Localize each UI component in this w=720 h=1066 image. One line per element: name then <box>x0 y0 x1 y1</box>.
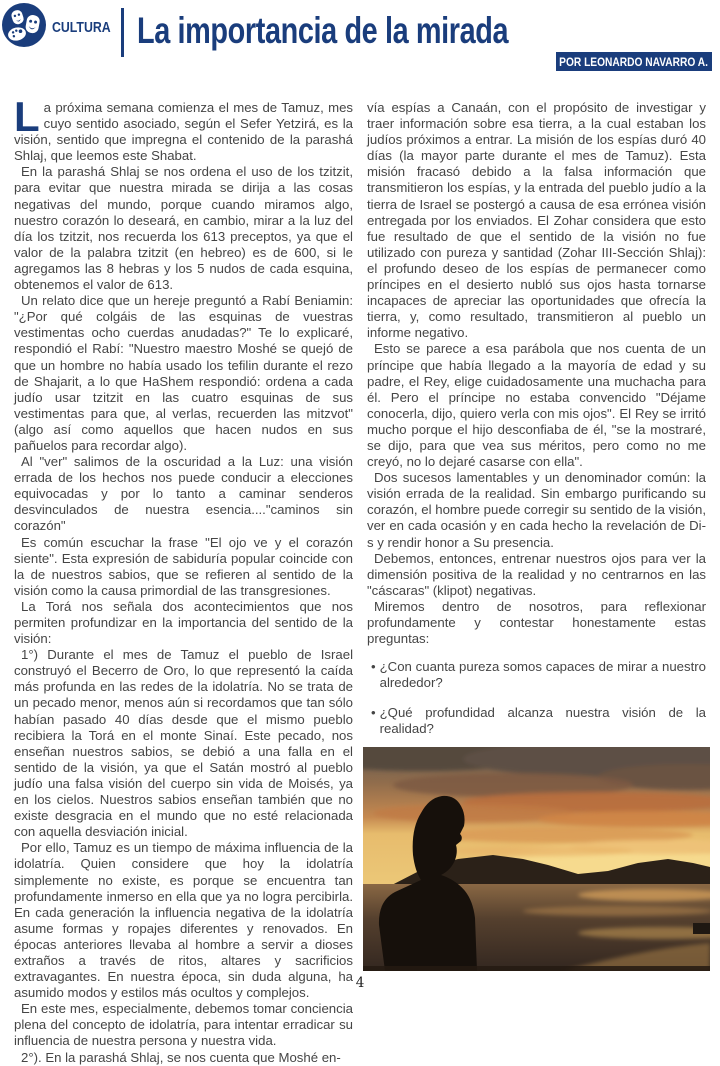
paragraph <box>14 93 353 164</box>
paragraph: Miremos dentro de nosotros, para reflexionar profundamente y contestar honestamente estas preguntas: <box>367 598 706 647</box>
page-title: La importancia de la mirada <box>137 10 509 51</box>
byline-text: POR LEONARDO NAVARRO A. <box>559 54 709 69</box>
page-number: 4 <box>355 975 365 991</box>
paragraph: Dos sucesos lamentables y un denominador común: la visión errada de la realidad. Sin embargo purificando su corazón, el hombre puede corregir su sentido de la visión, ver en cada ocasión y en cada hecho la revelación de Di-s y rendir honor a Su presencia. <box>367 470 706 550</box>
paragraph: Es común escuchar la frase "El ojo ve y el corazón siente". Esta expresión de sabiduría popular coincide con la de nuestros sabios, que se refieren al sentido de la visión como la causa primordial de las transgresiones. <box>14 534 353 598</box>
paragraph: Al "ver" salimos de la oscuridad a la Luz: una visión errada de los hechos nos puede conducir a elecciones equivocadas y por lo tanto a caminar senderos desvinculados de nuestra esencia...."caminos sin corazón" <box>14 454 353 534</box>
question-text: ¿Qué profundidad alcanza nuestra visión de la realidad? <box>379 705 706 737</box>
sunset-photo <box>363 747 710 971</box>
bullet-icon: • <box>371 705 376 721</box>
left-column <box>14 93 353 1066</box>
paragraph: Por ello, Tamuz es un tiempo de máxima influencia de la idolatría. Quien considere que hoy la idolatría simplemente no existe, es porque se encuentra tan profundamente inmerso en ella que ya no logra percibirla. En cada generación la influencia negativa de la idolatría asume formas y ropajes diferentes y renovados. En épocas anteriores llevaba al hombre a servir a dioses extraños a través de ritos, altares y sacrificios extravagantes. En nuestra época, sin duda alguna, ha asumido modos y estilos más ocultos y complejos. <box>14 840 353 1001</box>
paragraph: En este mes, especialmente, debemos tomar conciencia plena del concepto de idolatría, para intentar erradicar su influencia de nuestra persona y nuestra vida. <box>14 1001 353 1049</box>
paragraph: La Torá nos señala dos acontecimientos que nos permiten profundizar en la importancia del sentido de la visión: <box>14 598 353 647</box>
theater-masks-palette-icon <box>2 3 46 47</box>
section-label: CULTURA <box>52 20 111 36</box>
paragraph: Debemos, entonces, entrenar nuestros ojos para ver la dimensión positiva de la realidad y no centrarnos en las "cáscaras" (klipot) negativas. <box>367 550 706 598</box>
right-column <box>367 100 706 784</box>
drop-cap: L <box>14 93 40 140</box>
bullet-icon: • <box>371 659 376 675</box>
paragraph: En la parashá Shlaj se nos ordena el uso de los tzitzit, para evitar que nuestra mirada se dirija a las cosas negativas del mundo, porque cuando miramos algo, nuestro corazón lo deseará, en cambio, mirar a la luz del día los tzitzit, nos recuerda los 613 preceptos, ya que el valor de la palabra tzitzit (en hebreo) es de 600, si le agregamos las 8 hebras y los 5 nudos de cada esquina, obtenemos el valor de 613. <box>14 164 353 293</box>
header-divider <box>121 8 124 57</box>
paragraph: Un relato dice que un hereje preguntó a Rabí Beniamin: "¿Por qué colgáis de las esquinas de vuestras vestimentas ocho cuerdas anudadas?" Te lo explicaré, respondió el Rabí: "Nuestro maestro Moshé se quejó de que un hombre no había usado los tefilin durante el rezo de Shajarit, a lo que HaShem respondió: ordena a cada judío usar tzitzit en las cuatro esquinas de sus vestimentas para que, al verlas, recuerden las mitzvot" (algo así como aquellos que hacen nudos en sus pañuelos para recordar algo). <box>14 293 353 453</box>
paragraph-text: a próxima semana comienza el mes de Tamuz, mes cuyo sentido asociado, según el Sefer Yetzirá, es la visión, sentido que impregna el contenido de la parashá Shlaj, que leemos este Shabat. <box>14 100 353 164</box>
question-text: ¿Con cuanta pureza somos capaces de mirar a nuestro alrededor? <box>379 659 706 691</box>
paragraph: Esto se parece a esa parábola que nos cuenta de un príncipe que había llegado a la mayoría de edad y su padre, el Rey, elige cuidadosamente una muchacha para él. Pero el príncipe no estaba convencido "Déjame conocerla, dijo, quiero verla con mis ojos". El Rey se irritó mucho porque el hijo desconfiaba de él, "se la mostraré, se dijo, para que vea sus méritos, pero como no me creyó, no lo dejaré casarse con ella". <box>367 341 706 470</box>
paragraph: 1°) Durante el mes de Tamuz el pueblo de Israel construyó el Becerro de Oro, lo que representó la caída más profunda en las redes de la idolatría. No se trata de un pecado menor, menos aún si recordamos que tan sólo habían pasado 40 días desde que el mismo pueblo recibiera la Torá en el monte Sinaí. Este pecado, nos enseñan nuestros sabios, se debió a una falla en el sentido de la visión, ya que el Satán mostró al pueblo judío una falsa visión del cuerpo sin vida de Moisés, ya en los cielos. Nuestros sabios enseñan también que no existe desgracia en el mundo que no esté relacionada con aquella desviación inicial. <box>14 647 353 840</box>
list-item <box>371 659 706 691</box>
paragraph: vía espías a Canaán, con el propósito de investigar y traer información sobre esa tierra, a la cual estaban los judíos próximos a entrar. La misión de los espías duró 40 días (la mayor parte durante el mes de Tamuz). Esta misión fracasó debido a la falsa información que transmitieron los espías, y la entrada del pueblo judío a la tierra de Israel se postergó a causa de esa errónea visión entregada por los enviados. El Zohar considera que esto fue resultado de que el sentido de la visión no fue utilizado con pureza y santidad (Zohar III-Sección Shlaj): el profundo deseo de los espías de permanecer como príncipes en el desierto nubló sus ojos hasta tornarse incapaces de apreciar las oportunidades que ofrecía la tierra, y, como resultado, transmitieron al pueblo un informe negativo. <box>367 100 706 341</box>
byline-bar <box>556 52 712 71</box>
list-item <box>371 705 706 737</box>
paragraph: 2°). En la parashá Shlaj, se nos cuenta que Moshé en- <box>21 1049 341 1065</box>
